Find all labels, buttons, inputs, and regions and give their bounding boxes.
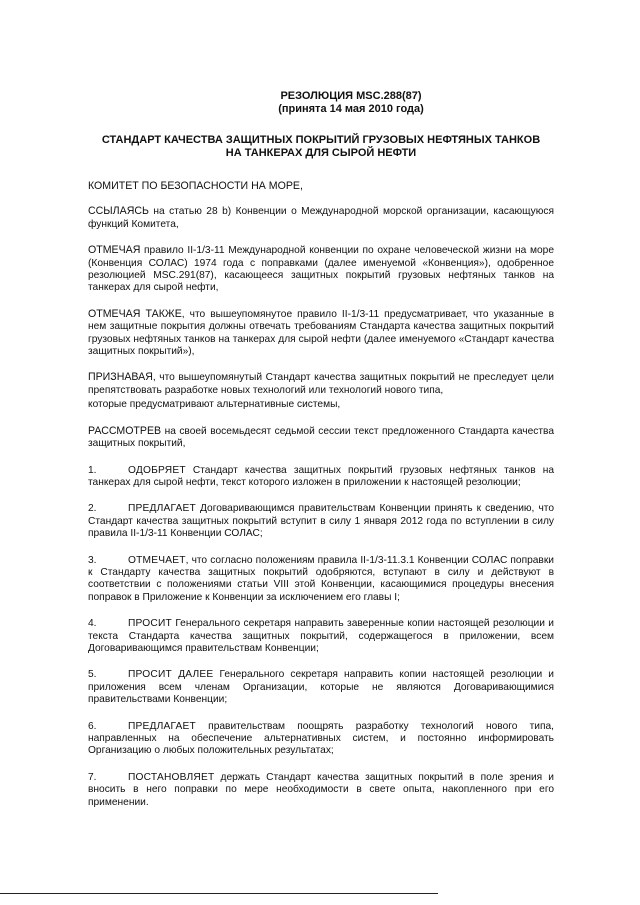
operative-verb: ОТМЕЧАЕТ <box>128 554 186 566</box>
preamble-lead: ССЫЛАЯСЬ <box>88 205 149 218</box>
operative-text: Генерального секретаря направить копии настоящей резолюции и приложения всем членам Организации, которые не являются Договаривающимися правительствами Конвенции; <box>88 669 554 706</box>
preamble-text: на своей восемьдесят седьмой сессии текст предложенного Стандарта качества защитных покрытий, <box>88 425 554 450</box>
paragraph-number: 3. <box>88 554 97 566</box>
operative-paragraph-4 <box>88 618 554 655</box>
preamble-lead: ПРИЗНАВАЯ <box>88 371 153 384</box>
footer-divider <box>0 893 438 894</box>
paragraph-number: 6. <box>88 720 97 732</box>
operative-verb: ПРОСИТ <box>128 618 172 630</box>
resolution-number: РЕЗОЛЮЦИЯ MSC.288(87) <box>280 90 422 102</box>
standard-title: СТАНДАРТ КАЧЕСТВА ЗАЩИТНЫХ ПОКРЫТИЙ ГРУЗОВЫХ НЕФТЯНЫХ ТАНКОВ НА ТАНКЕРАХ ДЛЯ СЫРОЙ НЕФТИ <box>101 134 541 159</box>
preamble-lead: РАССМОТРЕВ <box>88 424 162 437</box>
paragraph-number: 2. <box>88 503 97 515</box>
preamble-paragraph <box>88 371 554 397</box>
preamble-paragraph <box>88 244 554 295</box>
preamble-paragraph <box>88 308 554 359</box>
operative-paragraph-3 <box>88 555 554 605</box>
document-page <box>88 90 554 809</box>
operative-text: Договаривающимся правительствам Конвенции принять к сведению, что Стандарт качества защитных покрытий вступит в силу 1 января 2012 года по вступлении в силу правила II-1/3-11 Конвенции СОЛАС; <box>88 503 554 540</box>
paragraph-number: 1. <box>88 464 97 476</box>
operative-text: Стандарт качества защитных покрытий грузовых нефтяных танков на танкерах для сырой нефти, текст которого изложен в приложении к настоящей резолюции; <box>88 464 554 488</box>
preamble-text: на статью 28 b) Конвенции о Международной морской организации, касающуюся функций Комитета, <box>88 206 554 230</box>
operative-verb: ПОСТАНОВЛЯЕТ <box>128 771 215 783</box>
operative-paragraph-2 <box>88 503 554 540</box>
preamble-text: которые предусматривают альтернативные системы, <box>88 399 341 411</box>
operative-paragraph-1 <box>88 465 554 490</box>
operative-paragraph-7 <box>88 772 554 809</box>
operative-verb: ПРЕДЛАГАЕТ <box>128 503 196 515</box>
preamble-lead: ОТМЕЧАЯ ТАКЖЕ <box>88 307 182 320</box>
resolution-title <box>148 90 554 116</box>
paragraph-number: 7. <box>88 771 97 783</box>
operative-verb: ПРОСИТ ДАЛЕЕ <box>128 669 214 681</box>
operative-text: , что согласно положениям правила II-1/3-11.3.1 Конвенции СОЛАС поправки к Стандарту качества защитных покрытий одобряются, вступают в силу и действуют в соответствии с положениями статьи VIII этой Конвенции, касающимися процедуры внесения поправок в Приложение к Конвенции за исключением его главы I; <box>88 554 554 603</box>
preamble-continuation <box>88 399 554 411</box>
operative-text: Генерального секретаря направить заверенные копии настоящей резолюции и текста Стандарта качества защитных покрытий, содержащегося в приложении, всем Договаривающимся правительствам Конвенции; <box>88 618 554 654</box>
operative-text: держать Стандарт качества защитных покрытий в поле зрения и вносить в него поправки по мере необходимости в свете опыта, накопленного при его применении. <box>88 771 554 808</box>
operative-verb: ПРЕДЛАГАЕТ <box>128 720 196 732</box>
paragraph-number: 5. <box>88 669 97 681</box>
preamble-text: правило II-1/3-11 Международной конвенции по охране человеческой жизни на море (Конвенция СОЛАС) 1974 года с поправками (далее именуемой «Конвенция»), одобренное резолюцией MSC.291(87), касающееся защитных покрытий грузовых нефтяных танков на танкерах для сырой нефти, <box>88 245 554 294</box>
adoption-date: (принята 14 мая 2010 года) <box>278 103 424 115</box>
operative-text: правительствам поощрять разработку технологий нового типа, направленных на обеспечение альтернативных систем, и постоянно информировать Организацию о любых положительных результатах; <box>88 720 554 757</box>
committee-name: КОМИТЕТ ПО БЕЗОПАСНОСТИ НА МОРЕ, <box>88 180 303 192</box>
preamble-text: , что вышеупомянутый Стандарт качества защитных покрытий не преследует цели препятствовать разработке новых технологий или технологий нового типа, <box>88 372 554 396</box>
preamble-lead: ОТМЕЧАЯ <box>88 244 141 257</box>
preamble-paragraph <box>88 205 554 231</box>
operative-paragraph-6 <box>88 721 554 758</box>
operative-verb: ОДОБРЯЕТ <box>128 464 186 476</box>
paragraph-number: 4. <box>88 618 97 630</box>
operative-paragraph-5 <box>88 669 554 706</box>
preamble-text: , что вышеупомянутое правило II-1/3-11 предусматривает, что указанные в нем защитные покрытия должны отвечать требованиям Стандарта качества защитных покрытий грузовых нефтяных танков на танкерах для сырой нефти (далее именуемого «Стандарт качества защитных покрытий»), <box>88 308 554 358</box>
preamble-paragraph <box>88 425 554 451</box>
